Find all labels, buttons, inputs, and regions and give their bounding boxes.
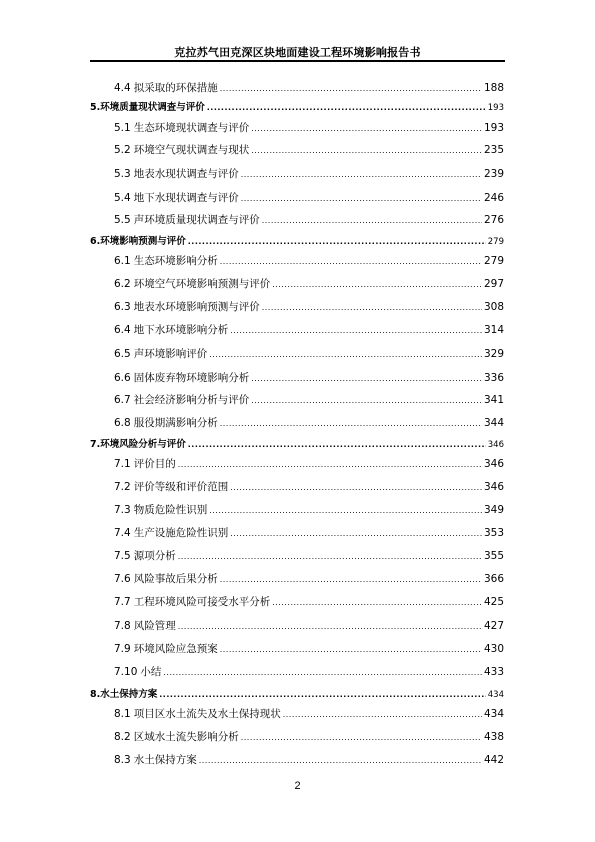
- toc-entry-number: 7.9: [114, 643, 131, 655]
- toc-entry-title: 地表水环境影响预测与评价: [133, 301, 260, 313]
- toc-entry-title: 环境风险分析与评价: [100, 439, 186, 450]
- toc-entry-page: 336: [483, 372, 504, 384]
- toc-section-entry[interactable]: [114, 729, 504, 744]
- toc-entry-page: 193: [487, 103, 504, 113]
- toc-leader-dots: [220, 257, 482, 266]
- toc-section-entry[interactable]: [114, 80, 504, 95]
- toc-leader-dots: [220, 84, 482, 93]
- toc-section-entry[interactable]: [114, 190, 504, 205]
- toc-leader-dots: [241, 733, 482, 742]
- toc-entry-page: 246: [483, 192, 504, 204]
- toc-section-entry[interactable]: [114, 456, 504, 471]
- toc-leader-dots: [220, 575, 482, 584]
- toc-section-entry[interactable]: [114, 322, 504, 337]
- toc-entry-number: 7.5: [114, 550, 131, 562]
- toc-entry-page: 279: [487, 237, 504, 247]
- toc-entry-title: 水土保持方案: [133, 754, 197, 766]
- toc-leader-dots: [220, 645, 482, 654]
- toc-entry-title: 环境风险应急预案: [133, 643, 218, 655]
- toc-leader-dots: [230, 529, 482, 538]
- toc-entry-title: 环境空气环境影响预测与评价: [133, 278, 271, 290]
- toc-entry-title: 水土保持方案: [100, 689, 158, 700]
- toc-entry-number: 7.: [90, 439, 101, 450]
- toc-entry-title: 声环境影响评价: [133, 348, 208, 360]
- toc-entry-title: 风险事故后果分析: [133, 573, 218, 585]
- toc-section-entry[interactable]: [114, 276, 504, 291]
- toc-entry-title: 环境影响预测与评价: [100, 236, 186, 247]
- toc-section-entry[interactable]: [114, 120, 504, 135]
- toc-entry-title: 地表水现状调查与评价: [133, 168, 239, 180]
- toc-entry-number: 7.4: [114, 527, 131, 539]
- toc-section-entry[interactable]: [114, 166, 504, 181]
- toc-section-entry[interactable]: [114, 706, 504, 721]
- toc-entry-number: 6.4: [114, 324, 131, 336]
- toc-leader-dots: [251, 374, 482, 383]
- toc-leader-dots: [199, 756, 482, 765]
- toc-leader-dots: [251, 396, 482, 405]
- toc-leader-dots: [207, 103, 486, 112]
- toc-leader-dots: [163, 668, 482, 677]
- toc-entry-title: 评价等级和评价范围: [133, 481, 229, 493]
- toc-entry-title: 生产设施危险性识别: [133, 527, 229, 539]
- toc-entry-page: 188: [483, 82, 504, 94]
- toc-entry-number: 6.: [90, 236, 101, 247]
- toc-entry-number: 8.3: [114, 754, 131, 766]
- toc-entry-number: 7.8: [114, 620, 131, 632]
- toc-entry-page: 346: [483, 458, 504, 470]
- toc-section-entry[interactable]: [114, 752, 504, 767]
- toc-entry-title: 工程环境风险可接受水平分析: [133, 596, 271, 608]
- toc-section-entry[interactable]: [114, 525, 504, 540]
- toc-entry-page: 433: [483, 666, 504, 678]
- toc-entry-page: 434: [487, 690, 504, 700]
- toc-entry-number: 8.2: [114, 731, 131, 743]
- toc-entry-number: 6.8: [114, 417, 131, 429]
- toc-section-entry[interactable]: [114, 392, 504, 407]
- toc-leader-dots: [262, 303, 482, 312]
- toc-entry-number: 7.10: [114, 666, 138, 678]
- toc-entry-page: 297: [483, 278, 504, 290]
- toc-section-entry[interactable]: [114, 664, 504, 679]
- toc-entry-number: 7.6: [114, 573, 131, 585]
- toc-entry-number: 5.5: [114, 214, 131, 226]
- toc-section-entry[interactable]: [114, 415, 504, 430]
- toc-entry-page: 346: [487, 440, 504, 450]
- toc-leader-dots: [230, 483, 482, 492]
- toc-entry-title: 服役期满影响分析: [133, 417, 218, 429]
- toc-entry-number: 5.2: [114, 144, 131, 156]
- toc-entry-number: 4.4: [114, 82, 131, 94]
- toc-entry-title: 地下水环境影响分析: [133, 324, 229, 336]
- toc-leader-dots: [272, 598, 482, 607]
- toc-entry-number: 7.1: [114, 458, 131, 470]
- toc-entry-number: 7.7: [114, 596, 131, 608]
- toc-section-entry[interactable]: [114, 142, 504, 157]
- toc-leader-dots: [262, 216, 482, 225]
- toc-entry-number: 6.7: [114, 394, 131, 406]
- toc-entry-title: 区域水土流失影响分析: [133, 731, 239, 743]
- toc-section-entry[interactable]: [114, 548, 504, 563]
- toc-leader-dots: [283, 710, 482, 719]
- toc-entry-title: 源项分析: [133, 550, 176, 562]
- toc-entry-title: 地下水现状调查与评价: [133, 192, 239, 204]
- toc-entry-number: 6.5: [114, 348, 131, 360]
- toc-leader-dots: [251, 146, 482, 155]
- toc-entry-page: 235: [483, 144, 504, 156]
- toc-entry-number: 7.3: [114, 504, 131, 516]
- toc-leader-dots: [230, 326, 482, 335]
- toc-entry-title: 风险管理: [133, 620, 176, 632]
- toc-section-entry[interactable]: [114, 212, 504, 227]
- toc-leader-dots: [209, 506, 482, 515]
- toc-chapter-entry[interactable]: [90, 99, 504, 113]
- toc-entry-number: 6.3: [114, 301, 131, 313]
- toc-entry-page: 276: [483, 214, 504, 226]
- toc-entry-page: 434: [483, 708, 504, 720]
- toc-entry-page: 366: [483, 573, 504, 585]
- toc-entry-page: 346: [483, 481, 504, 493]
- toc-entry-page: 279: [483, 255, 504, 267]
- toc-entry-title: 社会经济影响分析与评价: [133, 394, 250, 406]
- toc-section-entry[interactable]: [114, 502, 504, 517]
- toc-leader-dots: [241, 194, 482, 203]
- toc-leader-dots: [220, 419, 482, 428]
- toc-entry-page: 193: [483, 122, 504, 134]
- toc-leader-dots: [209, 350, 482, 359]
- toc-entry-title: 拟采取的环保措施: [133, 82, 218, 94]
- toc-leader-dots: [188, 237, 486, 246]
- toc-entry-title: 环境质量现状调查与评价: [100, 102, 205, 113]
- toc-entry-page: 314: [483, 324, 504, 336]
- toc-entry-page: 308: [483, 301, 504, 313]
- toc-entry-number: 8.: [90, 689, 101, 700]
- toc-section-entry[interactable]: [114, 370, 504, 385]
- toc-leader-dots: [159, 690, 486, 699]
- toc-entry-page: 427: [483, 620, 504, 632]
- toc-entry-page: 425: [483, 596, 504, 608]
- toc-leader-dots: [241, 170, 482, 179]
- toc-chapter-entry[interactable]: [90, 436, 504, 450]
- toc-entry-number: 5.4: [114, 192, 131, 204]
- toc-chapter-entry[interactable]: [90, 233, 504, 247]
- toc-leader-dots: [188, 440, 486, 449]
- toc-entry-page: 355: [483, 550, 504, 562]
- toc-entry-title: 项目区水土流失及水土保持现状: [133, 708, 281, 720]
- toc-entry-title: 声环境质量现状调查与评价: [133, 214, 260, 226]
- toc-section-entry[interactable]: [114, 299, 504, 314]
- toc-entry-number: 8.1: [114, 708, 131, 720]
- toc-entry-page: 239: [483, 168, 504, 180]
- toc-entry-page: 329: [483, 348, 504, 360]
- toc-section-entry[interactable]: [114, 253, 504, 268]
- toc-section-entry[interactable]: [114, 346, 504, 361]
- toc-section-entry[interactable]: [114, 594, 504, 609]
- toc-entry-page: 438: [483, 731, 504, 743]
- page-number: 2: [294, 780, 301, 792]
- toc-entry-number: 5.: [90, 102, 101, 113]
- toc-leader-dots: [178, 460, 482, 469]
- toc-entry-title: 生态环境现状调查与评价: [133, 122, 250, 134]
- toc-section-entry[interactable]: [114, 479, 504, 494]
- toc-leader-dots: [251, 124, 482, 133]
- toc-entry-page: 349: [483, 504, 504, 516]
- toc-section-entry[interactable]: [114, 641, 504, 656]
- toc-entry-number: 7.2: [114, 481, 131, 493]
- toc-entry-page: 344: [483, 417, 504, 429]
- toc-entry-number: 5.3: [114, 168, 131, 180]
- toc-entry-title: 物质危险性识别: [133, 504, 208, 516]
- toc-entry-title: 小结: [140, 666, 162, 678]
- toc-entry-page: 341: [483, 394, 504, 406]
- toc-entry-page: 353: [483, 527, 504, 539]
- toc-entry-title: 生态环境影响分析: [133, 255, 218, 267]
- toc-leader-dots: [272, 280, 482, 289]
- toc-leader-dots: [178, 552, 482, 561]
- toc-entry-title: 环境空气现状调查与现状: [133, 144, 250, 156]
- toc-entry-page: 442: [483, 754, 504, 766]
- toc-entry-title: 固体废弃物环境影响分析: [133, 372, 250, 384]
- toc-section-entry[interactable]: [114, 618, 504, 633]
- toc-entry-number: 6.2: [114, 278, 131, 290]
- toc-entry-number: 5.1: [114, 122, 131, 134]
- running-header: 克拉苏气田克深区块地面建设工程环境影响报告书: [174, 46, 421, 59]
- toc-section-entry[interactable]: [114, 571, 504, 586]
- toc-chapter-entry[interactable]: [90, 686, 504, 700]
- toc-entry-title: 评价目的: [133, 458, 176, 470]
- toc-entry-page: 430: [483, 643, 504, 655]
- toc-leader-dots: [178, 622, 482, 631]
- toc-entry-number: 6.1: [114, 255, 131, 267]
- toc-entry-number: 6.6: [114, 372, 131, 384]
